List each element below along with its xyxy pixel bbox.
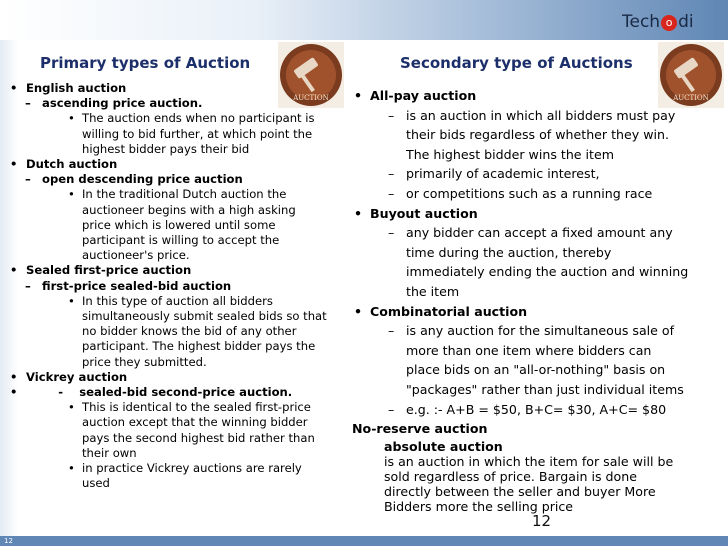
bullet-item — [352, 184, 724, 204]
bullet-line: willing to bid further, at which point the — [82, 126, 313, 141]
auction-badge-text: AUCTION — [673, 94, 709, 102]
auction-badge-text: AUCTION — [293, 94, 329, 102]
bullet-item: • Combinatorial auction — [352, 302, 724, 322]
bullet-line: price which is lowered until some — [82, 217, 276, 232]
bullet-line: – primarily of academic interest, — [406, 166, 600, 182]
bullet-line: • This is identical to the sealed first-price — [82, 400, 311, 415]
bullet-line: "packages" rather than just individual items — [406, 381, 684, 397]
bullet-line: participant is willing to accept the — [82, 233, 280, 248]
bullet-line: • in practice Vickrey auctions are rarely — [82, 461, 302, 476]
bullet-line: immediately ending the auction and winning — [406, 264, 689, 280]
bullet-line: The highest bidder wins the item — [406, 146, 615, 162]
bullet-item: • Buyout auction — [352, 204, 724, 224]
bullet-item: • Vickrey auction — [8, 370, 358, 385]
bullet-line: the item — [406, 283, 460, 299]
bullet-line: time during the auction, thereby — [406, 244, 612, 260]
bullet-line: no bidder knows the bid of any other — [82, 324, 297, 339]
bullet-item: • - sealed-bid second-price auction. — [8, 385, 358, 400]
bullet-line: • In the traditional Dutch auction the — [82, 187, 287, 202]
bullet-item — [352, 106, 724, 165]
bullet-item — [352, 400, 724, 420]
bullet-line: • In this type of auction all bidders — [82, 293, 273, 308]
bullet-item: • Sealed first-price auction — [8, 263, 358, 278]
bullet-line: simultaneously submit sealed bids so that — [82, 309, 327, 324]
bullet-line: more than one item where bidders can — [406, 342, 652, 358]
bullet-item — [352, 223, 724, 301]
bullet-line: – is any auction for the simultaneous sale of — [406, 323, 675, 339]
left-column — [8, 81, 358, 491]
bullet-item: – ascending price auction. — [8, 96, 358, 111]
bullet-item — [8, 187, 358, 263]
bullet-line: • The auction ends when no participant is — [82, 111, 315, 126]
bullet-item — [8, 400, 358, 461]
right-column — [352, 86, 724, 514]
noreserve-title: No-reserve auction — [352, 421, 488, 437]
bullet-item: • All-pay auction — [352, 86, 724, 106]
noreserve-line: Bidders more the selling price — [384, 498, 574, 514]
bullet-item — [352, 321, 724, 399]
noreserve-subtitle: absolute auction — [384, 438, 503, 454]
bullet-item — [8, 461, 358, 491]
noreserve-line: is an auction in which the item for sale will be — [384, 453, 674, 469]
bullet-item: • English auction — [8, 81, 358, 96]
bullet-item — [8, 294, 358, 370]
bullet-item: • Dutch auction — [8, 157, 358, 172]
bullet-line: – e.g. :- A+B = $50, B+C= $30, A+C= $80 — [406, 401, 667, 417]
brand-logo: Tech o di — [622, 12, 694, 32]
bullet-item: – first-price sealed-bid auction — [8, 279, 358, 294]
bullet-line: – is an auction in which all bidders must pay — [406, 107, 676, 123]
footer-slide-number: 12 — [4, 537, 13, 545]
bullet-item — [352, 164, 724, 184]
bullet-line: place bids on an "all-or-nothing" basis on — [406, 362, 666, 378]
noreserve-line: directly between the seller and buyer More — [384, 483, 656, 499]
bullet-line: auction except that the winning bidder — [82, 415, 308, 430]
bullet-line: – any bidder can accept a fixed amount any — [406, 225, 673, 241]
header-bar — [0, 0, 728, 40]
footer-bar — [0, 536, 728, 546]
bullet-line: their bids regardless of whether they win. — [406, 127, 670, 143]
bullet-line: highest bidder pays their bid — [82, 141, 250, 156]
bullet-item: – open descending price auction — [8, 172, 358, 187]
noreserve-line: sold regardless of price. Bargain is done — [384, 468, 637, 484]
bullet-line: participant. The highest bidder pays the — [82, 339, 316, 354]
bullet-line: auctioneer begins with a high asking — [82, 202, 296, 217]
bullet-line: price they submitted. — [82, 354, 207, 369]
right-heading: Secondary type of Auctions — [400, 54, 633, 72]
bullet-item — [8, 111, 358, 157]
bullet-line: used — [82, 476, 110, 491]
left-heading: Primary types of Auction — [40, 54, 251, 72]
bullet-line: auctioneer's price. — [82, 248, 190, 263]
bullet-line: – or competitions such as a running race — [406, 185, 653, 201]
bullet-line: pays the second highest bid rather than — [82, 430, 315, 445]
page-number: 12 — [532, 512, 552, 530]
bullet-line: their own — [82, 445, 137, 460]
